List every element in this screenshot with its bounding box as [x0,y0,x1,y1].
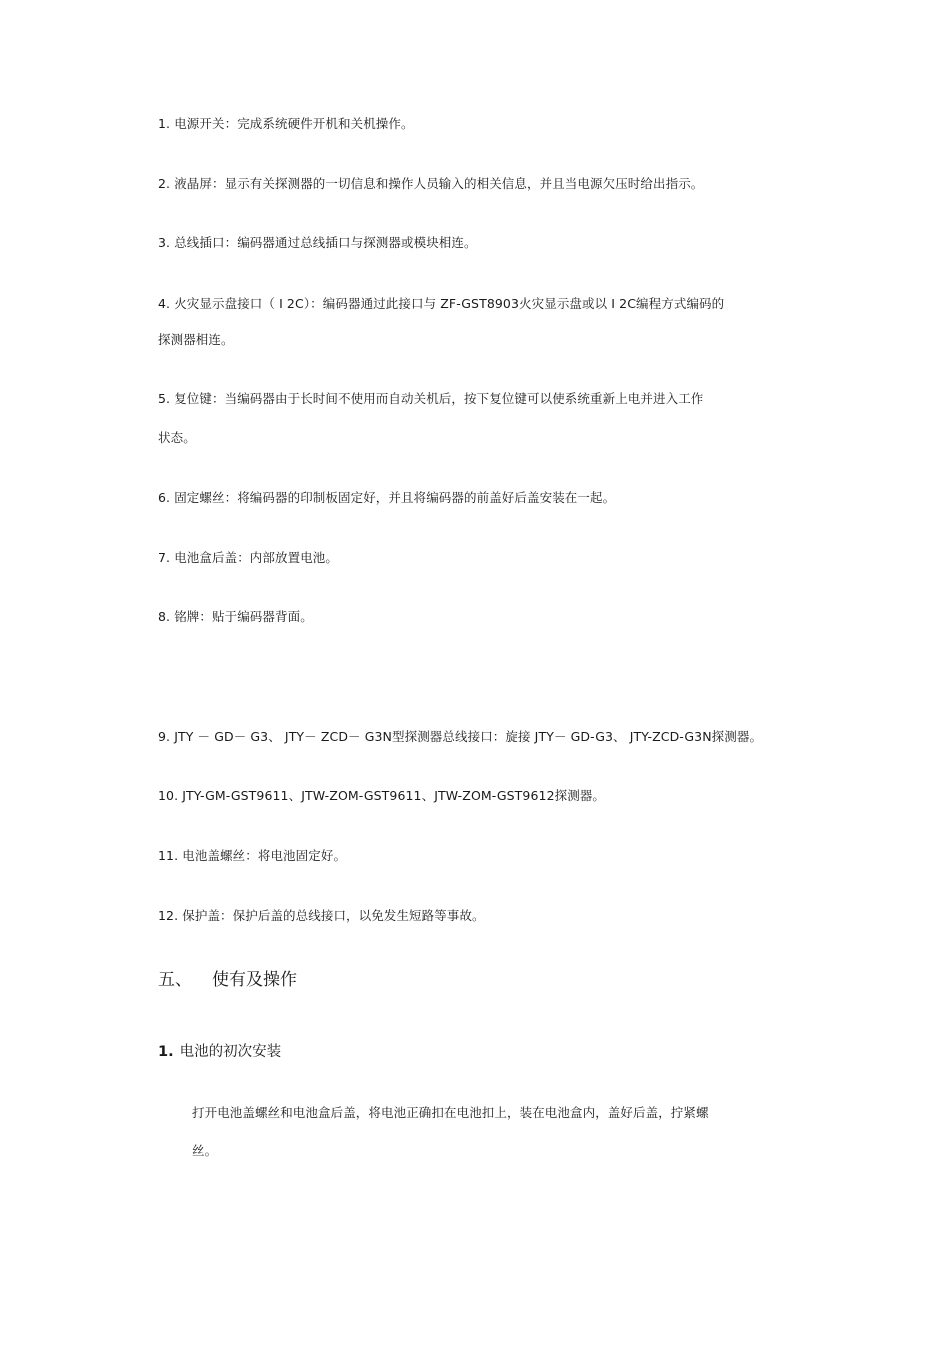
list-item-10: 10. JTY-GM-GST9611、JTW-ZOM-GST9611、JTW-ZOM-GST9612探测器。 [158,788,606,803]
list-item-5: 5. 复位键：当编码器由于长时间不使用而自动关机后，按下复位键可以使系统重新上电并进入工作 [158,391,704,406]
list-item-4: 4. 火灾显示盘接口（ I 2C）：编码器通过此接口与 ZF-GST8903火灾显示盘或以 I 2C编程方式编码的 [158,296,725,311]
section-number: 五、 [158,970,192,990]
list-item-7: 7. 电池盒后盖：内部放置电池。 [158,550,339,565]
list-item-4-continuation: 探测器相连。 [158,332,234,347]
subsection-title: 电池的初次安装 [179,1044,282,1060]
paragraph-line-2: 丝。 [192,1143,218,1158]
list-item-11: 11. 电池盖螺丝：将电池固定好。 [158,848,347,863]
subsection-heading [158,1042,281,1062]
list-item-1: 1. 电源开关：完成系统硬件开机和关机操作。 [158,116,414,131]
list-item-6: 6. 固定螺丝：将编码器的印制板固定好，并且将编码器的前盖好后盖安装在一起。 [158,490,616,505]
list-item-12: 12. 保护盖：保护后盖的总线接口，以免发生短路等事故。 [158,908,485,923]
list-item-5-continuation: 状态。 [158,430,196,445]
paragraph-line-1: 打开电池盖螺丝和电池盒后盖，将电池正确扣在电池扣上，装在电池盒内，盖好后盖，拧紧螺 [192,1105,709,1120]
list-item-3: 3. 总线插口：编码器通过总线插口与探测器或模块相连。 [158,235,477,250]
section-title: 使有及操作 [212,970,297,990]
subsection-number: 1. [158,1044,174,1060]
list-item-9: 9. JTY － GD－ G3、 JTY－ ZCD－ G3N型探测器总线接口：旋接 JTY－ GD-G3、 JTY-ZCD-G3N探测器。 [158,729,763,744]
section-heading [158,969,297,991]
list-item-8: 8. 铭牌：贴于编码器背面。 [158,609,313,624]
list-item-2: 2. 液晶屏：显示有关探测器的一切信息和操作人员输入的相关信息，并且当电源欠压时给出指示。 [158,176,704,191]
